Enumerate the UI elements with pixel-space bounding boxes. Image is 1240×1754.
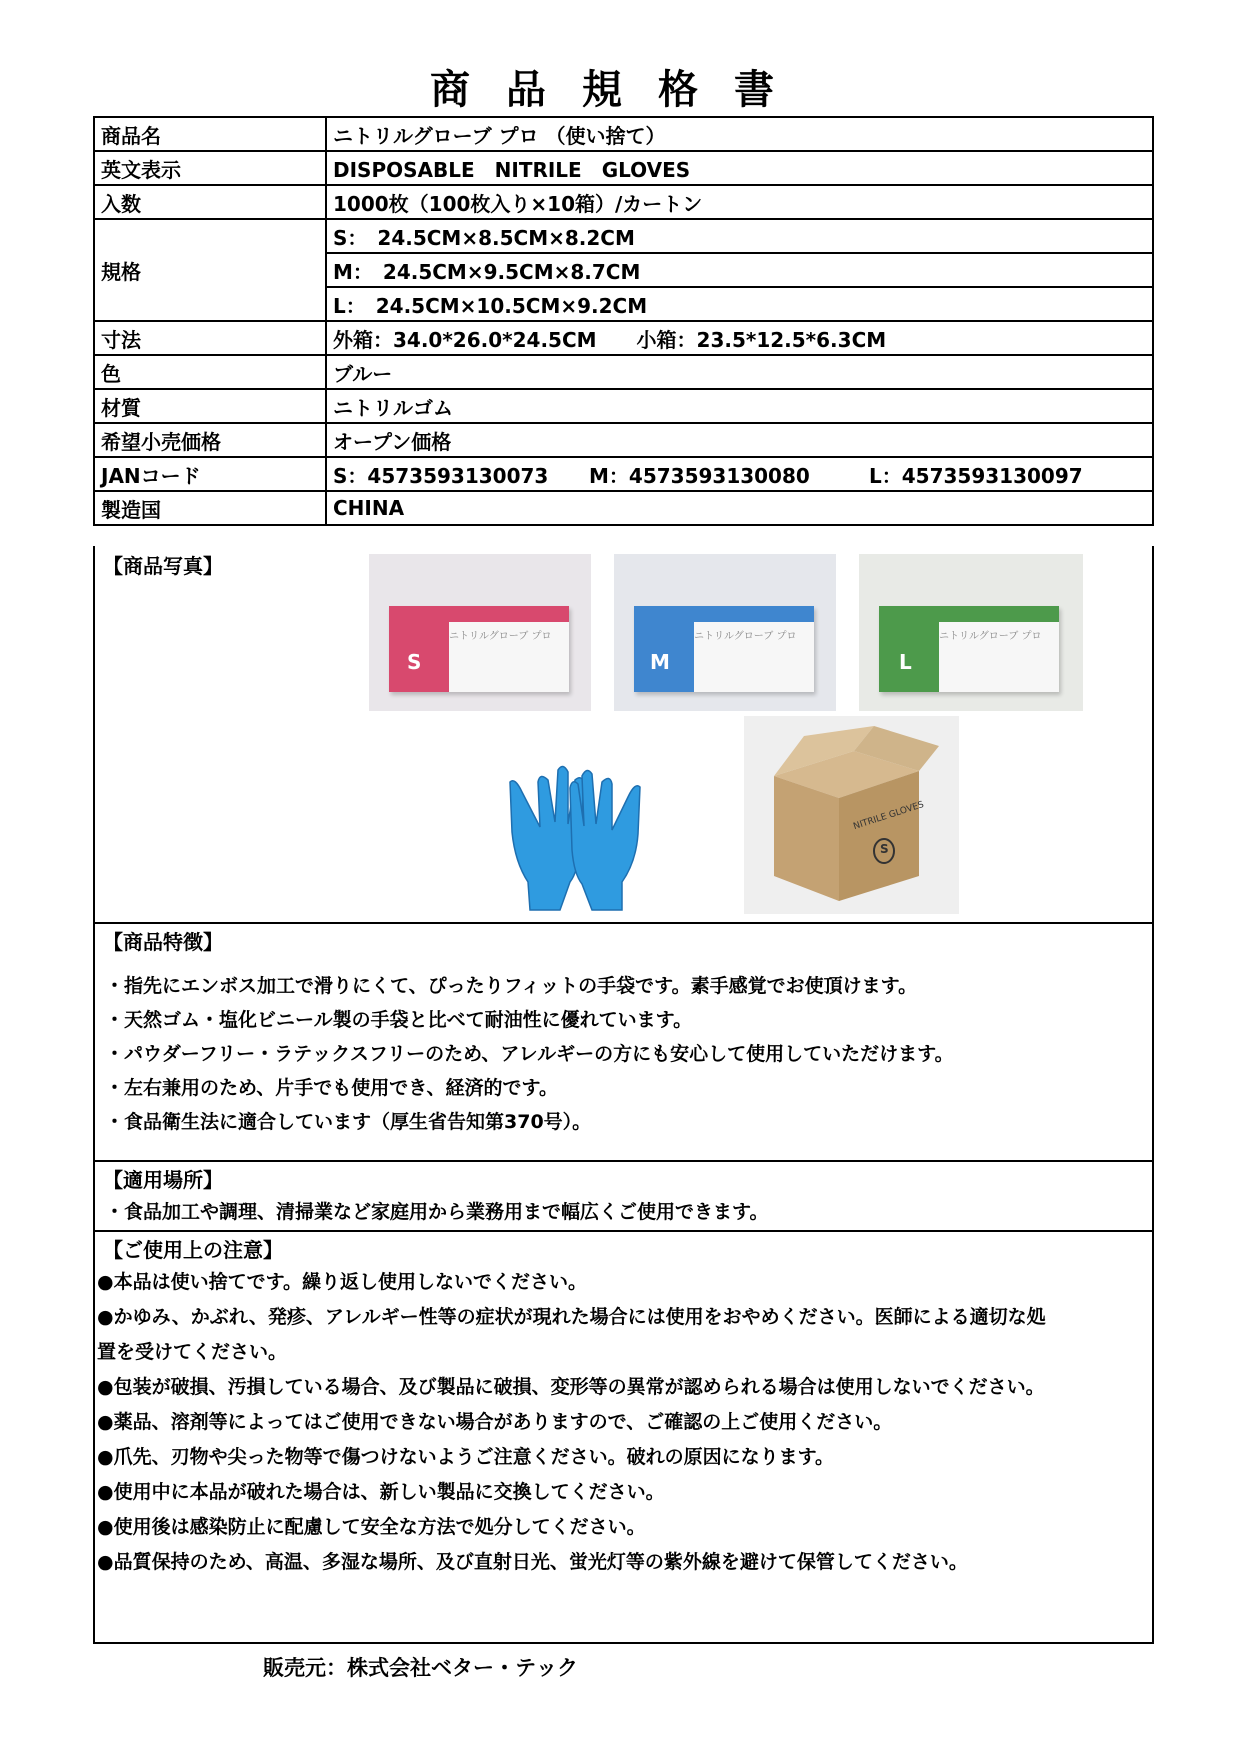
photo-heading: 【商品写真】: [103, 554, 223, 578]
box-s-letter: S: [407, 650, 422, 674]
product-photo-gloves: [500, 752, 650, 912]
box-l-letter: L: [899, 650, 912, 674]
value-spec-l: L： 24.5CM×10.5CM×9.2CM: [326, 287, 1153, 321]
carton-box-icon: [744, 716, 959, 914]
row-material: [94, 389, 1153, 423]
caution-item: ●包装が破損、汚損している場合、及び製品に破損、変形等の異常が認められる場合は使用しないでください。: [97, 1376, 1045, 1398]
product-photo-box-s: [369, 554, 591, 711]
label-color: 色: [94, 355, 326, 389]
caution-item: ●かゆみ、かぶれ、発疹、アレルギー性等の症状が現れた場合には使用をおやめください。医師による適切な処: [97, 1306, 1046, 1328]
usage-section: [93, 1160, 1154, 1232]
label-jan: JANコード: [94, 457, 326, 491]
caution-item: ●薬品、溶剤等によってはご使用できない場合がありますので、ご確認の上ご使用ください。: [97, 1411, 893, 1433]
value-jan: [326, 457, 1153, 491]
row-product-name: [94, 117, 1153, 151]
jan-l: L：4573593130097: [869, 463, 1083, 488]
row-color: [94, 355, 1153, 389]
value-spec-s: S： 24.5CM×8.5CM×8.2CM: [326, 219, 1153, 253]
features-heading: 【商品特徴】: [103, 930, 223, 954]
seller-footer: 販売元：株式会社ベター・テック: [263, 1656, 578, 1680]
document-title: 商品規格書: [430, 67, 810, 113]
caution-item: ●爪先、刃物や尖った物等で傷つけないようご注意ください。破れの原因になります。: [97, 1446, 835, 1468]
row-quantity: [94, 185, 1153, 219]
features-section: [93, 922, 1154, 1162]
value-quantity: 1000枚（100枚入り×10箱）/カートン: [326, 185, 1153, 219]
product-photo-box-m: [614, 554, 836, 711]
cautions-heading: 【ご使用上の注意】: [103, 1238, 283, 1262]
box-m-letter: M: [650, 650, 670, 674]
feature-item: ・天然ゴム・塩化ビニール製の手袋と比べて耐油性に優れています。: [105, 1009, 693, 1031]
label-quantity: 入数: [94, 185, 326, 219]
value-dimensions: 外箱：34.0*26.0*24.5CM 小箱：23.5*12.5*6.3CM: [326, 321, 1153, 355]
caution-item: ●品質保持のため、高温、多湿な場所、及び直射日光、蛍光灯等の紫外線を避けて保管してください。: [97, 1551, 968, 1573]
label-price: 希望小売価格: [94, 423, 326, 457]
row-jan: [94, 457, 1153, 491]
row-dimensions: [94, 321, 1153, 355]
label-dimensions: 寸法: [94, 321, 326, 355]
box-s-brand: ニトリルグローブ プロ: [449, 631, 552, 642]
row-spec-s: [94, 219, 1153, 253]
feature-item: ・食品衛生法に適合しています（厚生省告知第370号）。: [105, 1111, 592, 1133]
usage-heading: 【適用場所】: [103, 1168, 223, 1192]
feature-item: ・パウダーフリー・ラテックスフリーのため、アレルギーの方にも安心して使用していただけます。: [105, 1043, 954, 1065]
label-origin: 製造国: [94, 491, 326, 525]
value-price: オープン価格: [326, 423, 1153, 457]
label-english: 英文表示: [94, 151, 326, 185]
carton-brand: NITRILE GLOVES: [852, 799, 926, 833]
value-product-name: ニトリルグローブ プロ （使い捨て）: [326, 117, 1153, 151]
box-l-brand: ニトリルグローブ プロ: [939, 631, 1042, 642]
value-material: ニトリルゴム: [326, 389, 1153, 423]
label-product-name: 商品名: [94, 117, 326, 151]
label-spec: 規格: [94, 219, 326, 321]
caution-item: ●本品は使い捨てです。繰り返し使用しないでください。: [97, 1271, 588, 1293]
carton-size: S: [880, 842, 889, 856]
value-spec-m: M： 24.5CM×9.5CM×8.7CM: [326, 253, 1153, 287]
cautions-section: [93, 1230, 1154, 1644]
spec-table: [93, 116, 1154, 526]
row-origin: [94, 491, 1153, 525]
feature-item: ・指先にエンボス加工で滑りにくて、ぴったりフィットの手袋です。素手感覚でお使頂けます。: [105, 975, 918, 997]
jan-m: M：4573593130080: [589, 463, 810, 488]
row-price: [94, 423, 1153, 457]
product-photo-carton: [744, 716, 959, 914]
value-english: DISPOSABLE NITRILE GLOVES: [326, 151, 1153, 185]
glove-icon: [500, 752, 650, 912]
box-m-brand: ニトリルグローブ プロ: [694, 631, 797, 642]
usage-text: ・食品加工や調理、清掃業など家庭用から業務用まで幅広くご使用できます。: [105, 1201, 769, 1223]
feature-item: ・左右兼用のため、片手でも使用でき、経済的です。: [105, 1077, 558, 1099]
caution-item: ●使用中に本品が破れた場合は、新しい製品に交換してください。: [97, 1481, 665, 1503]
caution-item: 置を受けてください。: [97, 1341, 288, 1363]
value-origin: CHINA: [326, 491, 1153, 525]
product-photo-box-l: [859, 554, 1083, 711]
label-material: 材質: [94, 389, 326, 423]
jan-s: S：4573593130073: [333, 463, 549, 488]
caution-item: ●使用後は感染防止に配慮して安全な方法で処分してください。: [97, 1516, 646, 1538]
row-english: [94, 151, 1153, 185]
value-color: ブルー: [326, 355, 1153, 389]
